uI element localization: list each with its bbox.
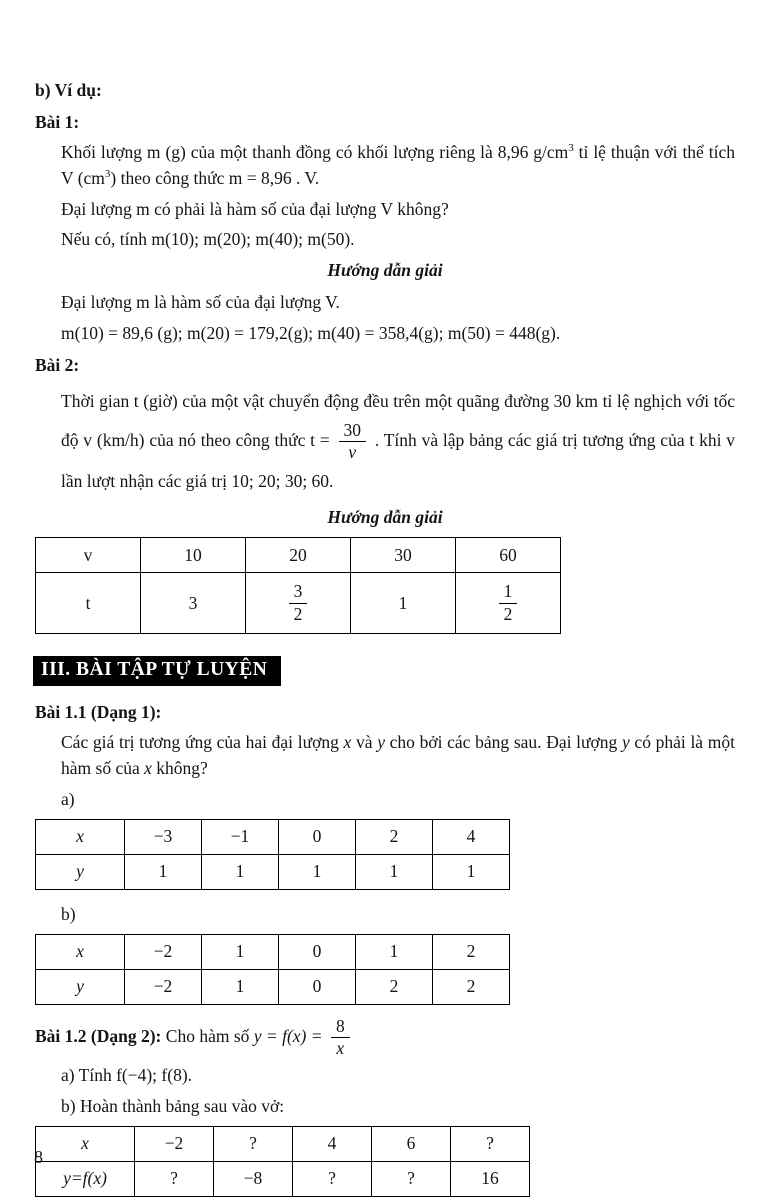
bai12-item-a: a) Tính f(−4); f(8). bbox=[61, 1064, 193, 1085]
table-row bbox=[36, 1161, 530, 1196]
fraction-denominator: 2 bbox=[293, 603, 303, 624]
table-cell: x bbox=[36, 1126, 135, 1161]
table-cell: 1 bbox=[202, 854, 279, 889]
variable-y: y bbox=[377, 732, 385, 753]
table-cell: t bbox=[36, 573, 141, 634]
bai12-body bbox=[61, 1063, 735, 1120]
table-cell: 0 bbox=[279, 819, 356, 854]
bai11-body bbox=[61, 730, 735, 813]
table-cell: −2 bbox=[125, 934, 202, 969]
table-row bbox=[36, 934, 510, 969]
bai1-body bbox=[61, 140, 735, 254]
fraction-denominator: x bbox=[336, 1038, 345, 1059]
bai11-statement bbox=[61, 730, 735, 782]
table-cell: −2 bbox=[125, 969, 202, 1004]
table-cell: 1 bbox=[351, 573, 456, 634]
table-cell: 0 bbox=[279, 934, 356, 969]
table-cell: −3 bbox=[125, 819, 202, 854]
fraction-denominator: v bbox=[348, 442, 357, 463]
bai2-values-table bbox=[35, 537, 561, 634]
variable-x: x bbox=[343, 732, 352, 753]
table-cell: ? bbox=[135, 1161, 214, 1196]
table-cell: 0 bbox=[279, 969, 356, 1004]
table-cell: 3 bbox=[141, 573, 246, 634]
table-cell: 1 bbox=[433, 854, 510, 889]
table-cell: 1 bbox=[356, 934, 433, 969]
table-cell: 2 bbox=[433, 934, 510, 969]
bai1-statement-text-2: tỉ lệ thuận với thể tích V (cm bbox=[61, 141, 735, 188]
bai12-label: Bài 1.2 (Dạng 2): bbox=[35, 1025, 162, 1046]
superscript-3: 3 bbox=[568, 141, 574, 154]
section-title-banner: III. BÀI TẬP TỰ LUYỆN bbox=[33, 656, 281, 686]
bai11-text-2: và bbox=[351, 732, 378, 753]
bai11-part-b bbox=[61, 902, 735, 928]
fraction-denominator: 2 bbox=[503, 603, 513, 624]
bai12-heading bbox=[35, 1017, 735, 1059]
table-cell: ? bbox=[214, 1126, 293, 1161]
table-cell: 1 bbox=[356, 854, 433, 889]
bai12-formula: y = f(x) = bbox=[253, 1025, 327, 1046]
variable-y: y bbox=[621, 732, 630, 753]
table-cell: 10 bbox=[141, 538, 246, 573]
bai1-statement-text-1: Khối lượng m (g) của một thanh đồng có khối lượng riêng là 8,96 g/cm bbox=[61, 141, 569, 162]
table-cell bbox=[456, 573, 561, 634]
fraction-numerator: 1 bbox=[499, 582, 518, 604]
table-cell: y=f(x) bbox=[36, 1161, 135, 1196]
table-cell: ? bbox=[372, 1161, 451, 1196]
table-cell: 6 bbox=[372, 1126, 451, 1161]
table-cell bbox=[246, 573, 351, 634]
table-cell: 2 bbox=[433, 969, 510, 1004]
bai1-statement bbox=[61, 140, 735, 192]
variable-x: x bbox=[144, 758, 152, 779]
table-cell: −1 bbox=[202, 819, 279, 854]
table-cell: 60 bbox=[456, 538, 561, 573]
fraction-8-over-x bbox=[331, 1017, 350, 1059]
table-cell: v bbox=[36, 538, 141, 573]
bai2-statement bbox=[61, 383, 735, 500]
fraction-numerator: 8 bbox=[331, 1017, 350, 1039]
bai2-body bbox=[61, 383, 735, 500]
table-row bbox=[36, 854, 510, 889]
table-cell: 4 bbox=[433, 819, 510, 854]
table-cell: 4 bbox=[293, 1126, 372, 1161]
bai2-statement-text-1: Thời gian t (giờ) của một vật chuyển động đều trên một quãng đường 30 km tỉ lệ nghịch với tốc độ v (km/h) của nó theo công thức t = bbox=[61, 390, 735, 450]
table-cell: −2 bbox=[135, 1126, 214, 1161]
bai11-part-a-label: a) bbox=[61, 788, 75, 809]
table-row bbox=[36, 573, 561, 634]
fraction-numerator: 3 bbox=[289, 582, 308, 604]
bai1-statement-text-3: ) theo công thức m = 8,96 . V. bbox=[110, 167, 320, 188]
table-row bbox=[36, 969, 510, 1004]
bai1-guide-heading: Hướng dẫn giải bbox=[327, 260, 443, 281]
bai11-label: Bài 1.1 (Dạng 1): bbox=[35, 702, 162, 723]
table-cell: 16 bbox=[451, 1161, 530, 1196]
superscript-3: 3 bbox=[104, 167, 111, 180]
table-cell: x bbox=[36, 819, 125, 854]
page-number: 8 bbox=[34, 1147, 43, 1167]
bai12-table bbox=[35, 1126, 530, 1197]
table-cell: y bbox=[36, 854, 125, 889]
fraction-3-over-2 bbox=[289, 582, 308, 624]
bai1-solution-line-2: m(10) = 89,6 (g); m(20) = 179,2(g); m(40) = 358,4(g); m(50) = 448(g). bbox=[61, 323, 561, 344]
bai2-statement-text-2: . Tính và lập bảng các giá trị tương ứng của t khi v lần lượt nhận các giá trị 10; 20; 30; 60. bbox=[61, 429, 735, 491]
table-cell: 30 bbox=[351, 538, 456, 573]
table-cell: 1 bbox=[202, 934, 279, 969]
table-cell: ? bbox=[293, 1161, 372, 1196]
bai11-text-3: cho bởi các bảng sau. Đại lượng bbox=[384, 732, 622, 753]
bai2-guide-heading: Hướng dẫn giải bbox=[327, 507, 443, 528]
bai12-intro: Cho hàm số bbox=[161, 1025, 254, 1046]
bai2-label: Bài 2: bbox=[35, 355, 80, 376]
bai11-text-4: có phải là một hàm số của bbox=[61, 732, 735, 779]
table-cell: ? bbox=[451, 1126, 530, 1161]
table-cell: 2 bbox=[356, 969, 433, 1004]
table-cell: 1 bbox=[202, 969, 279, 1004]
table-row bbox=[36, 819, 510, 854]
bai12-item-b: b) Hoàn thành bảng sau vào vở: bbox=[61, 1095, 285, 1116]
table-row bbox=[36, 538, 561, 573]
table-cell: 2 bbox=[356, 819, 433, 854]
bai1-question-1: Đại lượng m có phải là hàm số của đại lượng V không? bbox=[61, 198, 449, 219]
bai11-text-1: Các giá trị tương ứng của hai đại lượng bbox=[61, 732, 344, 753]
table-row bbox=[36, 1126, 530, 1161]
fraction-1-over-2 bbox=[499, 582, 518, 624]
table-cell: y bbox=[36, 969, 125, 1004]
fraction-30-over-v bbox=[339, 421, 367, 463]
vidu-heading: b) Ví dụ: bbox=[35, 80, 102, 100]
table-cell: 1 bbox=[279, 854, 356, 889]
bai11-part-b-label: b) bbox=[61, 903, 76, 924]
fraction-numerator: 30 bbox=[339, 421, 367, 443]
table-cell: 20 bbox=[246, 538, 351, 573]
table-cell: x bbox=[36, 934, 125, 969]
bai1-label: Bài 1: bbox=[35, 111, 80, 132]
bai1-solution bbox=[61, 290, 735, 347]
bai11-text-5: không? bbox=[151, 758, 208, 779]
bai1-solution-line-1: Đại lượng m là hàm số của đại lượng V. bbox=[61, 292, 340, 313]
bai1-question-2: Nếu có, tính m(10); m(20); m(40); m(50). bbox=[61, 229, 355, 250]
bai11-table-a bbox=[35, 819, 510, 890]
bai11-table-b bbox=[35, 934, 510, 1005]
table-cell: 1 bbox=[125, 854, 202, 889]
table-cell: −8 bbox=[214, 1161, 293, 1196]
